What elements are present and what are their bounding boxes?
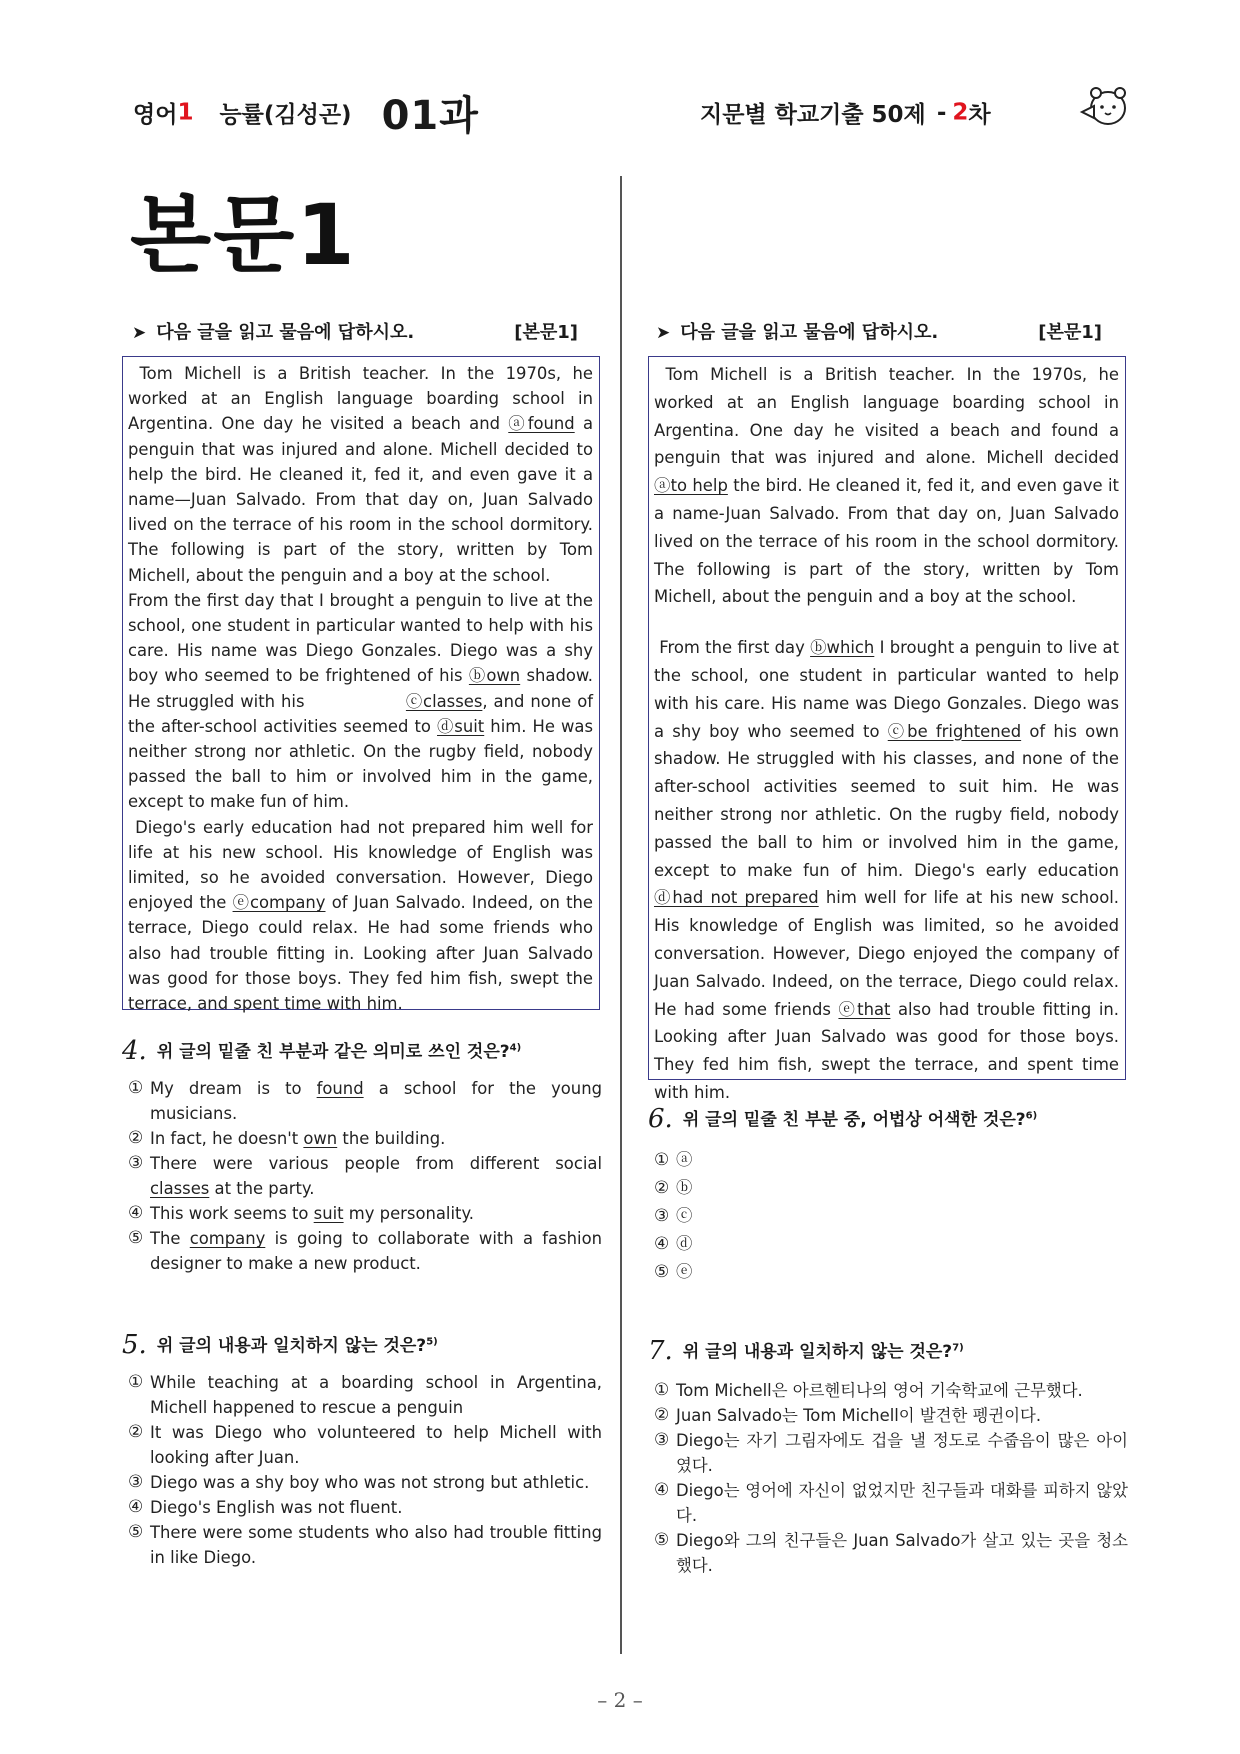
text-run: There were various people from different social: [150, 1154, 602, 1173]
option-text: [676, 1478, 1128, 1528]
answer-option[interactable]: [654, 1478, 1128, 1528]
text-run: From the first day: [654, 638, 811, 658]
text-run: a school for the young musicians.: [150, 1079, 602, 1123]
text-run: ⓔ: [676, 1262, 693, 1281]
text-run: of his own shadow. He struggled with his classes, and none of the after-school activities seemed to suit him. He was neither strong nor athletic. On the rugby field, nobody passed the ball to him or involved him in the game, except to make fun of him. Diego's early education: [654, 721, 1125, 880]
underlined-text: found: [316, 1079, 364, 1098]
text-run: him. He was neither strong nor athletic. On the rugby field, nobody passed the ball to him or involved him in the game, except to make fun of him.: [128, 716, 599, 812]
option-marker: ⑤: [128, 1228, 144, 1248]
header-right: [700, 96, 991, 146]
option-marker: ⑤: [654, 1530, 670, 1550]
subject-number: 1: [177, 99, 194, 126]
answer-option[interactable]: [128, 1520, 602, 1570]
column-divider: [620, 176, 622, 1654]
question-number: 6.: [648, 1104, 673, 1134]
right-passage: [648, 356, 1126, 1102]
round-suffix: 차: [968, 102, 991, 128]
text-run: Diego는 자기 그림자에도 겁을 낼 정도로 수줍음이 많은 아이였다.: [676, 1431, 1128, 1475]
option-marker: ②: [128, 1128, 144, 1148]
text-run: , and none of the after-school activities seemed to: [128, 691, 599, 736]
answer-option[interactable]: [654, 1528, 1128, 1578]
question-7-heading: [648, 1336, 964, 1366]
text-run: Diego's early education had not prepared him well for life at his new school. His knowledge of English was limited, so he avoided conversation. However, Diego enjoyed the: [128, 817, 599, 913]
answer-option[interactable]: [128, 1126, 602, 1151]
option-marker: ④: [128, 1497, 144, 1517]
option-text: [676, 1146, 1128, 1174]
left-instruction: [132, 318, 578, 344]
option-marker: ②: [654, 1405, 670, 1425]
text-run: Tom Michell is a British teacher. In the 1970s, he worked at an English language boarding school in Argentina. One day he visited a beach and: [128, 364, 599, 434]
text-run: ⓑ: [676, 1178, 693, 1197]
instruction-text: 다음 글을 읽고 물음에 답하시오.: [156, 322, 415, 343]
text-run: Tom Michell is a British teacher. In the 1970s, he worked at an English language boarding school in Argentina. One day he visited a beach and found a penguin that was injured and alone. Michell decided: [654, 365, 1125, 468]
option-text: [150, 1151, 602, 1201]
text-run: also had trouble fitting in. Looking after Juan Salvado was good for those boys. They fed him fish, swept the terrace, and spent time with him.: [654, 999, 1125, 1102]
underlined-text: ⓓsuit: [437, 716, 485, 736]
answer-option[interactable]: [128, 1201, 602, 1226]
answer-option[interactable]: [654, 1403, 1128, 1428]
underlined-text: own: [303, 1129, 338, 1148]
option-marker: ①: [654, 1150, 670, 1170]
question-5-heading: [122, 1330, 438, 1360]
option-marker: ④: [654, 1234, 670, 1254]
text-run: of Juan Salvado. Indeed, on the terrace, Diego could relax. He had some friends who also had trouble fitting in. Looking after Juan Salvado was good for those boys. They fed him fish, swept the terrace, and spent time with him.: [128, 893, 599, 1014]
text-run: my personality.: [343, 1204, 475, 1223]
text-run: a penguin that was injured and alone. Michell decided to help the bird. He cleaned it, fed it, and even gave it a name—Juan Salvado. From that day on, Juan Salvado lived on the terrace of his room in the school dormitory. The following is part of the story, written by Tom Michell, about the penguin and a boy at the school.: [128, 414, 599, 585]
text-run: ⓓ: [676, 1234, 693, 1253]
round-number: 2: [952, 99, 969, 126]
answer-option[interactable]: [654, 1428, 1128, 1478]
series-title: 지문별 학교기출 50제: [700, 102, 926, 128]
option-text: [150, 1226, 602, 1276]
lesson-label: 01과: [381, 93, 479, 139]
underlined-text: ⓔcompany: [232, 893, 326, 913]
text-run: Diego는 영어에 자신이 없었지만 친구들과 대화를 피하지 않았다.: [676, 1481, 1128, 1525]
passage-paragraph: [128, 361, 599, 588]
arrow-icon: ➤: [132, 323, 147, 343]
question-text: 위 글의 내용과 일치하지 않는 것은?: [682, 1342, 953, 1362]
option-text: [150, 1520, 602, 1570]
passage-tag: [본문1]: [1038, 322, 1102, 343]
option-marker: ③: [654, 1206, 670, 1226]
underlined-text: ⓓhad not prepared: [654, 888, 819, 908]
underlined-text: company: [189, 1229, 266, 1248]
option-marker: ①: [128, 1078, 144, 1098]
footnote-ref: 5): [426, 1336, 438, 1348]
underlined-text: ⓑwhich: [810, 638, 875, 658]
text-run: It was Diego who volunteered to help Michell with looking after Juan.: [150, 1423, 602, 1467]
text-run: him well for life at his new school. His knowledge of English was limited, so he avoided conversation. However, Diego enjoyed the company of Juan Salvado. Indeed, on the terrace, Diego could relax. He had some friends: [654, 888, 1125, 1019]
text-run: is going to collaborate with a fashion designer to make a new product.: [150, 1229, 602, 1273]
question-6-options: [654, 1146, 1128, 1286]
option-text: [150, 1370, 602, 1420]
option-text: [676, 1174, 1128, 1202]
passage-paragraph: [128, 815, 599, 1017]
question-4-options: [128, 1076, 602, 1276]
underlined-text: ⓐfound: [508, 414, 575, 434]
question-number: 5.: [122, 1330, 147, 1360]
question-7-options: [654, 1378, 1128, 1578]
option-text: [150, 1495, 602, 1520]
option-marker: ⑤: [654, 1262, 670, 1282]
option-text: [676, 1258, 1128, 1286]
answer-option[interactable]: [654, 1202, 1128, 1230]
answer-option[interactable]: [128, 1495, 602, 1520]
question-text: 위 글의 밑줄 친 부분과 같은 의미로 쓰인 것은?: [156, 1042, 510, 1062]
option-text: [150, 1201, 602, 1226]
page-title: 본문1: [130, 186, 357, 284]
question-text: 위 글의 내용과 일치하지 않는 것은?: [156, 1336, 427, 1356]
text-run: This work seems to: [150, 1204, 314, 1223]
bear-mascot-icon: [1078, 82, 1132, 132]
header-left: [133, 84, 479, 139]
underlined-text: classes: [150, 1179, 210, 1198]
text-run: Diego와 그의 친구들은 Juan Salvado가 살고 있는 곳을 청소했다.: [676, 1531, 1128, 1575]
question-text: 위 글의 밑줄 친 부분 중, 어법상 어색한 것은?: [682, 1110, 1026, 1130]
text-run: The: [150, 1229, 190, 1248]
right-instruction: [656, 318, 1102, 344]
text-run: Diego was a shy boy who was not strong but athletic.: [150, 1473, 590, 1492]
footnote-ref: 7): [952, 1342, 964, 1354]
option-text: [150, 1126, 602, 1151]
option-marker: ⑤: [128, 1522, 144, 1542]
page-number: – 2 –: [597, 1688, 643, 1712]
option-marker: ①: [128, 1372, 144, 1392]
passage-paragraph: [654, 361, 1125, 611]
answer-option[interactable]: [654, 1174, 1128, 1202]
text-run: Juan Salvado는 Tom Michell이 발견한 펭귄이다.: [676, 1406, 1042, 1425]
option-text: [676, 1230, 1128, 1258]
publisher: 능률(김성곤): [219, 102, 352, 128]
question-4-heading: [122, 1036, 521, 1066]
question-number: 4.: [122, 1036, 147, 1066]
option-text: [676, 1202, 1128, 1230]
option-marker: ④: [128, 1203, 144, 1223]
option-text: [676, 1403, 1128, 1428]
option-text: [676, 1428, 1128, 1478]
text-run: ⓒ: [676, 1206, 693, 1225]
option-text: [150, 1076, 602, 1126]
text-run: My dream is to: [150, 1079, 317, 1098]
question-5-options: [128, 1370, 602, 1570]
text-run: the building.: [337, 1129, 446, 1148]
text-run: From the first day that I brought a penguin to live at the school, one student in particular wanted to help with his care. His name was Diego Gonzales. Diego was a shy boy who seemed to be frightened of his: [128, 590, 599, 686]
option-marker: ③: [654, 1430, 670, 1450]
underlined-text: suit: [313, 1204, 344, 1223]
passage-paragraph: [128, 588, 599, 815]
underlined-text: ⓒbe frightened: [887, 721, 1022, 741]
option-text: [150, 1420, 602, 1470]
answer-option[interactable]: [128, 1151, 602, 1201]
question-number: 7.: [648, 1336, 673, 1366]
text-run: In fact, he doesn't: [150, 1129, 304, 1148]
answer-option[interactable]: [128, 1076, 602, 1126]
option-marker: ④: [654, 1480, 670, 1500]
answer-option[interactable]: [128, 1420, 602, 1470]
option-marker: ③: [128, 1153, 144, 1173]
option-marker: ②: [654, 1178, 670, 1198]
option-text: [676, 1378, 1128, 1403]
subject-prefix: 영어: [133, 102, 178, 128]
underlined-text: ⓐto help: [654, 476, 728, 496]
text-run: ⓐ: [676, 1150, 693, 1169]
footnote-ref: 4): [509, 1042, 522, 1054]
text-run: Tom Michell은 아르헨티나의 영어 기숙학교에 근무했다.: [676, 1381, 1083, 1400]
text-run: shadow. He struggled with his: [128, 666, 599, 711]
answer-option[interactable]: [654, 1378, 1128, 1403]
text-run: Diego's English was not fluent.: [150, 1498, 403, 1517]
arrow-icon: ➤: [656, 323, 671, 343]
footnote-ref: 6): [1025, 1110, 1038, 1122]
option-text: [676, 1528, 1128, 1578]
text-run: There were some students who also had trouble fitting in like Diego.: [150, 1523, 602, 1567]
text-run: I brought a penguin to live at the school, one student in particular wanted to help with his care. His name was Diego Gonzales. Diego was a shy boy who seemed to: [654, 638, 1125, 741]
answer-option[interactable]: [128, 1370, 602, 1420]
answer-option[interactable]: [128, 1226, 602, 1276]
answer-option[interactable]: [654, 1146, 1128, 1174]
answer-option[interactable]: [128, 1470, 602, 1495]
option-marker: ③: [128, 1472, 144, 1492]
left-passage: [122, 356, 600, 1014]
text-run: the bird. He cleaned it, fed it, and even gave it a name-Juan Salvado. From that day on, Juan Salvado lived on the terrace of his room in the school dormitory. The following is part of the story, written by Tom Michell, about the penguin and a boy at the school.: [654, 476, 1125, 607]
underlined-text: ⓒclasses: [405, 691, 483, 711]
passage-paragraph: [654, 634, 1125, 1107]
text-run: While teaching at a boarding school in Argentina, Michell happened to rescue a penguin: [150, 1373, 602, 1417]
text-run: at the party.: [209, 1179, 315, 1198]
instruction-text: 다음 글을 읽고 물음에 답하시오.: [680, 322, 939, 343]
underlined-text: ⓔthat: [838, 999, 891, 1019]
question-6-heading: [648, 1104, 1037, 1134]
underlined-text: ⓑown: [468, 666, 521, 686]
option-marker: ①: [654, 1380, 670, 1400]
answer-option[interactable]: [654, 1230, 1128, 1258]
series-separator: -: [936, 99, 947, 126]
passage-tag: [본문1]: [514, 322, 578, 343]
answer-option[interactable]: [654, 1258, 1128, 1286]
option-text: [150, 1470, 602, 1495]
option-marker: ②: [128, 1422, 144, 1442]
